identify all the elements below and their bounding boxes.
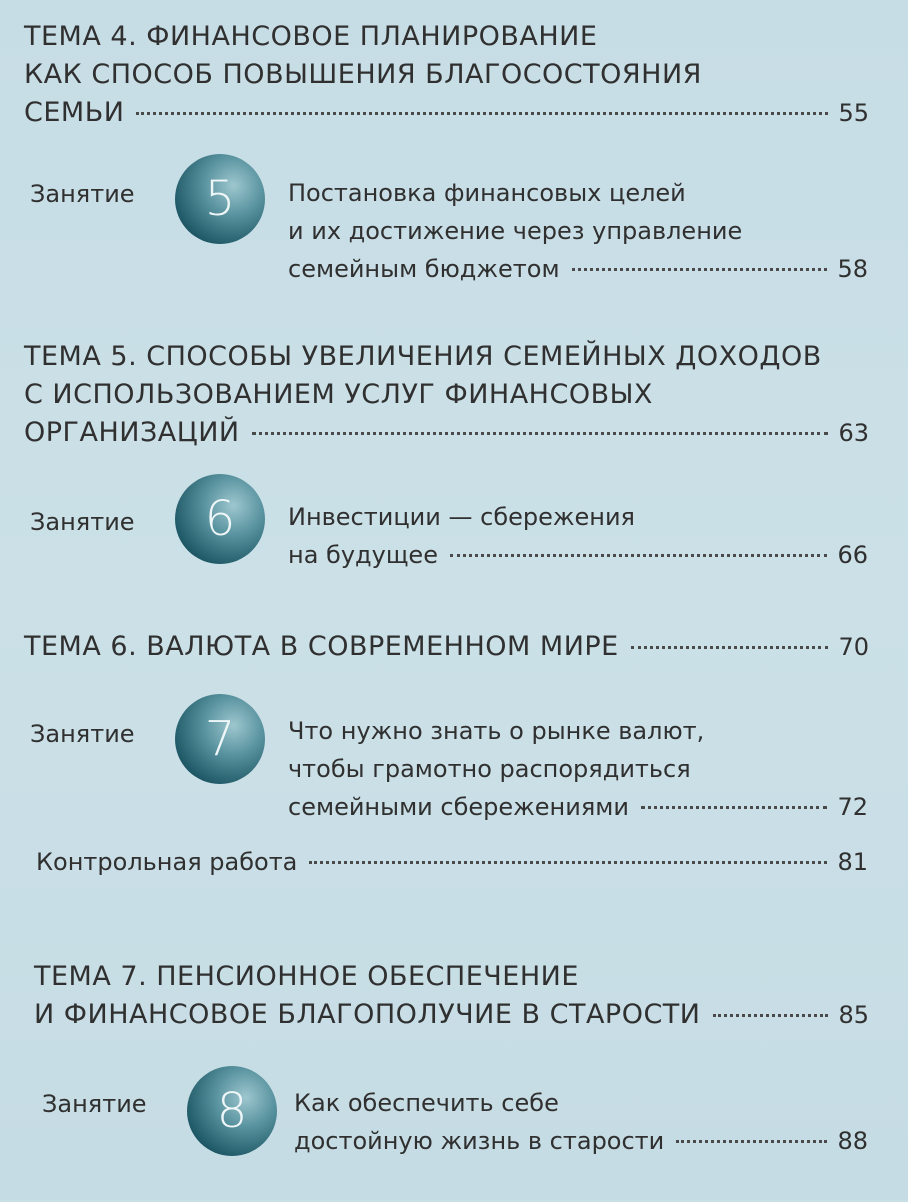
dot-leader [641, 806, 827, 809]
lesson-label: Занятие [30, 720, 135, 748]
page-number: 81 [837, 848, 868, 876]
lesson-title-line: чтобы грамотно распорядиться [288, 755, 691, 783]
page-number: 72 [837, 793, 868, 821]
lesson-title-line: Что нужно знать о рынке валют, [288, 717, 705, 745]
topic-title-line: ОРГАНИЗАЦИЙ [24, 417, 240, 448]
topic-title-line: С ИСПОЛЬЗОВАНИЕМ УСЛУГ ФИНАНСОВЫХ [24, 379, 653, 410]
lesson-title-line: на будущее [288, 541, 438, 569]
lesson-title-line: Инвестиции — сбережения [288, 503, 635, 531]
page-number: 58 [837, 255, 868, 283]
lesson-7-entry[interactable] [30, 690, 868, 830]
topic-title-line: КАК СПОСОБ ПОВЫШЕНИЯ БЛАГОСОСТОЯНИЯ [24, 59, 702, 90]
lesson-title-line: и их достижение через управление [288, 217, 743, 245]
lesson-6-entry[interactable] [30, 470, 868, 610]
lesson-title-line: семейными сбережениями [288, 793, 629, 821]
topic-title-line: И ФИНАНСОВОЕ БЛАГОПОЛУЧИЕ В СТАРОСТИ [34, 999, 701, 1030]
dot-leader [309, 861, 827, 864]
lesson-title [288, 498, 868, 574]
lesson-title-line: Как обеспечить себе [294, 1089, 559, 1117]
lesson-number-badge: 6 [175, 474, 265, 564]
page-number: 66 [837, 541, 868, 569]
topic-title-line: ТЕМА 7. ПЕНСИОННОЕ ОБЕСПЕЧЕНИЕ [34, 961, 579, 992]
dot-leader [631, 646, 829, 649]
control-work-label: Контрольная работа [36, 848, 298, 876]
lesson-title-line: Постановка финансовых целей [288, 179, 686, 207]
topic-5-entry[interactable] [24, 338, 869, 452]
lesson-title [294, 1084, 868, 1160]
lesson-number-badge: 8 [187, 1066, 277, 1156]
leader-row [288, 788, 868, 826]
dot-leader [572, 268, 828, 271]
dot-leader [136, 112, 828, 115]
leader-row [288, 250, 868, 288]
leader-row [34, 996, 869, 1034]
dot-leader [676, 1140, 827, 1143]
page-number: 88 [837, 1127, 868, 1155]
page-number: 70 [838, 633, 869, 661]
page-number: 85 [838, 1001, 869, 1029]
lesson-number-badge: 5 [175, 154, 265, 244]
topic-title-line: СЕМЬИ [24, 97, 125, 128]
topic-title-line: ТЕМА 5. СПОСОБЫ УВЕЛИЧЕНИЯ СЕМЕЙНЫХ ДОХОДОВ [24, 341, 822, 372]
topic-7-entry[interactable] [34, 958, 869, 1034]
lesson-number-badge: 7 [175, 694, 265, 784]
lesson-title-line: семейным бюджетом [288, 255, 560, 283]
dot-leader [713, 1014, 829, 1017]
lesson-title-line: достойную жизнь в старости [294, 1127, 665, 1155]
lesson-8-entry[interactable] [42, 1062, 868, 1202]
topic-title-line: ТЕМА 4. ФИНАНСОВОЕ ПЛАНИРОВАНИЕ [24, 21, 598, 52]
lesson-label: Занятие [30, 180, 135, 208]
page-number: 63 [838, 419, 869, 447]
dot-leader [450, 554, 827, 557]
page-number: 55 [838, 99, 869, 127]
topic-4-entry[interactable] [24, 18, 869, 132]
topic-title-line: ТЕМА 6. ВАЛЮТА В СОВРЕМЕННОМ МИРЕ [24, 631, 619, 662]
leader-row [36, 848, 868, 876]
lesson-title [288, 174, 868, 288]
leader-row [294, 1122, 868, 1160]
leader-row [288, 536, 868, 574]
lesson-title [288, 712, 868, 826]
leader-row [24, 414, 869, 452]
leader-row [24, 94, 869, 132]
topic-6-entry[interactable] [24, 628, 869, 666]
dot-leader [252, 432, 829, 435]
lesson-5-entry[interactable] [30, 150, 868, 290]
leader-row [24, 628, 869, 666]
lesson-label: Занятие [30, 508, 135, 536]
control-work-entry[interactable] [36, 848, 868, 876]
lesson-label: Занятие [42, 1090, 147, 1118]
